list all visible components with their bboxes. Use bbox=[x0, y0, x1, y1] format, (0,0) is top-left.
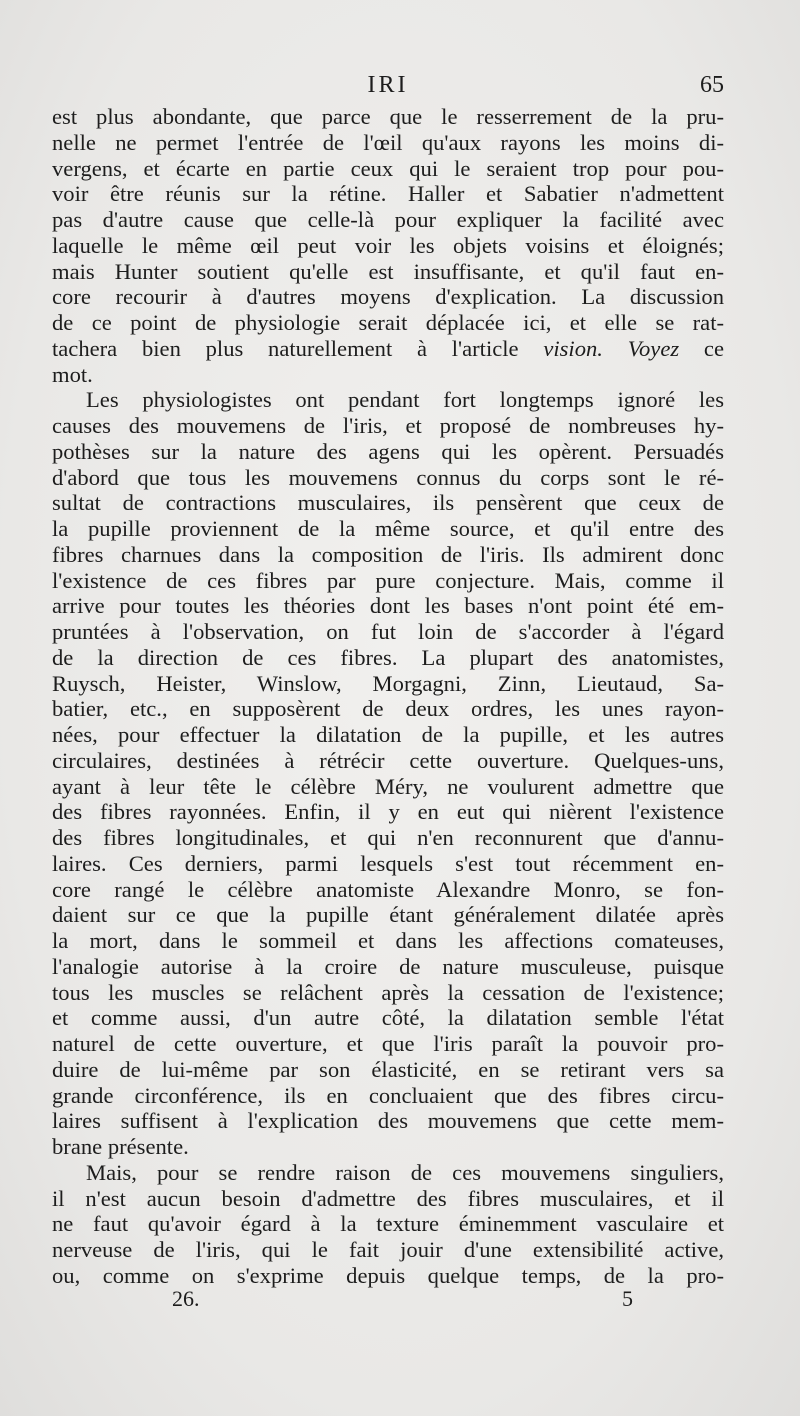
text-line: tous les muscles se relâchent après la cessation de l'existence; bbox=[52, 979, 724, 1005]
page-footer bbox=[52, 1286, 724, 1316]
emphasis-vision: vision. bbox=[543, 335, 603, 361]
text-line: naturel de cette ouverture, et que l'iris paraît la pouvoir pro- bbox=[52, 1031, 724, 1056]
text-line: des fibres rayonnées. Enfin, il y en eut qui nièrent l'existence bbox=[52, 799, 724, 825]
text-line: pruntées à l'observation, on fut loin de s'accorder à l'égard bbox=[52, 619, 724, 644]
paragraph-1 bbox=[52, 104, 724, 387]
text-line: la mort, dans le sommeil et dans les affections comateuses, bbox=[52, 928, 724, 953]
page-number: 65 bbox=[700, 72, 724, 98]
text-line: brane présente. bbox=[52, 1134, 189, 1159]
text-line: l'analogie autorise à la croire de nature musculeuse, puisque bbox=[52, 953, 724, 979]
text-line: core rangé le célèbre anatomiste Alexandre Monro, se fon- bbox=[52, 876, 724, 902]
text-line: circulaires, destinées à rétrécir cette ouverture. Quelques-uns, bbox=[52, 747, 724, 773]
text-line: laires suffisent à l'explication des mouvemens que cette mem- bbox=[52, 1108, 724, 1134]
text-line: arrive pour toutes les théories dont les bases n'ont point été em- bbox=[52, 593, 724, 619]
text-line: Les physiologistes ont pendant fort longtemps ignoré les bbox=[86, 387, 724, 413]
text-line: la pupille proviennent de la même source, et qu'il entre des bbox=[52, 516, 724, 541]
text-line: l'existence de ces fibres par pure conjecture. Mais, comme il bbox=[52, 567, 724, 593]
text-line: et comme aussi, d'un autre côté, la dilatation semble l'état bbox=[52, 1005, 724, 1031]
text-line: ne faut qu'avoir égard à la texture éminemment vasculaire et bbox=[52, 1211, 724, 1237]
text-line: mais Hunter soutient qu'elle est insuffisante, et qu'il faut en- bbox=[52, 258, 724, 284]
running-head bbox=[52, 72, 724, 102]
text-line: Ruysch, Heister, Winslow, Morgagni, Zinn, Lieutaud, Sa- bbox=[52, 670, 724, 696]
text-line: des fibres longitudinales, et qui n'en reconnurent que d'annu- bbox=[52, 825, 724, 850]
line-text-tail: ce bbox=[679, 335, 724, 361]
text-line: ayant à leur tête le célèbre Méry, ne voulurent admettre que bbox=[52, 773, 724, 799]
text-line: voir être réunis sur la rétine. Haller et Sabatier n'admettent bbox=[52, 181, 724, 207]
running-title: IRI bbox=[367, 72, 409, 98]
text-line: pas d'autre cause que celle-là pour expliquer la facilité avec bbox=[52, 207, 724, 232]
gathering-mark: 5 bbox=[622, 1286, 633, 1311]
text-line: core recourir à d'autres moyens d'explication. La discussion bbox=[52, 284, 724, 310]
text-line: causes des mouvemens de l'iris, et proposé de nombreuses hy- bbox=[52, 413, 724, 438]
text-line: mot. bbox=[52, 361, 93, 387]
text-line: il n'est aucun besoin d'admettre des fibres musculaires, et il bbox=[52, 1185, 724, 1211]
paragraph-3 bbox=[52, 1160, 724, 1289]
text-line: vergens, et écarte en partie ceux qui le seraient trop pour pou- bbox=[52, 155, 724, 181]
text-line: ou, comme on s'exprime depuis quelque temps, de la pro- bbox=[52, 1262, 724, 1288]
text-line: Mais, pour se rendre raison de ces mouvemens singuliers, bbox=[86, 1159, 724, 1185]
emphasis-voyez: Voyez bbox=[627, 335, 680, 361]
text-line: laires. Ces derniers, parmi lesquels s'est tout récemment en- bbox=[52, 850, 724, 876]
text-line: pothèses sur la nature des agens qui les opèrent. Persuadés bbox=[52, 438, 724, 464]
paragraph-2 bbox=[52, 387, 724, 1160]
text-line: nelle ne permet l'entrée de l'œil qu'aux rayons les moins di- bbox=[52, 129, 724, 155]
line-text: tachera bien plus naturellement à l'article bbox=[52, 335, 544, 361]
body-text bbox=[52, 104, 724, 1289]
text-line: de ce point de physiologie serait déplacée ici, et elle se rat- bbox=[52, 310, 724, 335]
text-line: d'abord que tous les mouvemens connus du corps sont le ré- bbox=[52, 464, 724, 490]
text-line-with-emphasis bbox=[52, 336, 724, 362]
text-line: fibres charnues dans la composition de l'iris. Ils admirent donc bbox=[52, 541, 724, 567]
text-line: daient sur ce que la pupille étant généralement dilatée après bbox=[52, 902, 724, 928]
volume-signature: 26. bbox=[172, 1286, 200, 1311]
text-line: de la direction de ces fibres. La plupart des anatomistes, bbox=[52, 644, 724, 670]
text-line: sultat de contractions musculaires, ils pensèrent que ceux de bbox=[52, 490, 724, 516]
text-line: laquelle le même œil peut voir les objets voisins et éloignés; bbox=[52, 232, 724, 258]
text-line: grande circonférence, ils en concluaient que des fibres circu- bbox=[52, 1082, 724, 1108]
text-line: nées, pour effectuer la dilatation de la pupille, et les autres bbox=[52, 722, 724, 747]
text-line: batier, etc., en supposèrent de deux ordres, les unes rayon- bbox=[52, 696, 724, 722]
text-line: duire de lui-même par son élasticité, en se retirant vers sa bbox=[52, 1056, 724, 1082]
text-line: est plus abondante, que parce que le resserrement de la pru- bbox=[52, 104, 724, 129]
text-line: nerveuse de l'iris, qui le fait jouir d'une extensibilité active, bbox=[52, 1237, 724, 1262]
